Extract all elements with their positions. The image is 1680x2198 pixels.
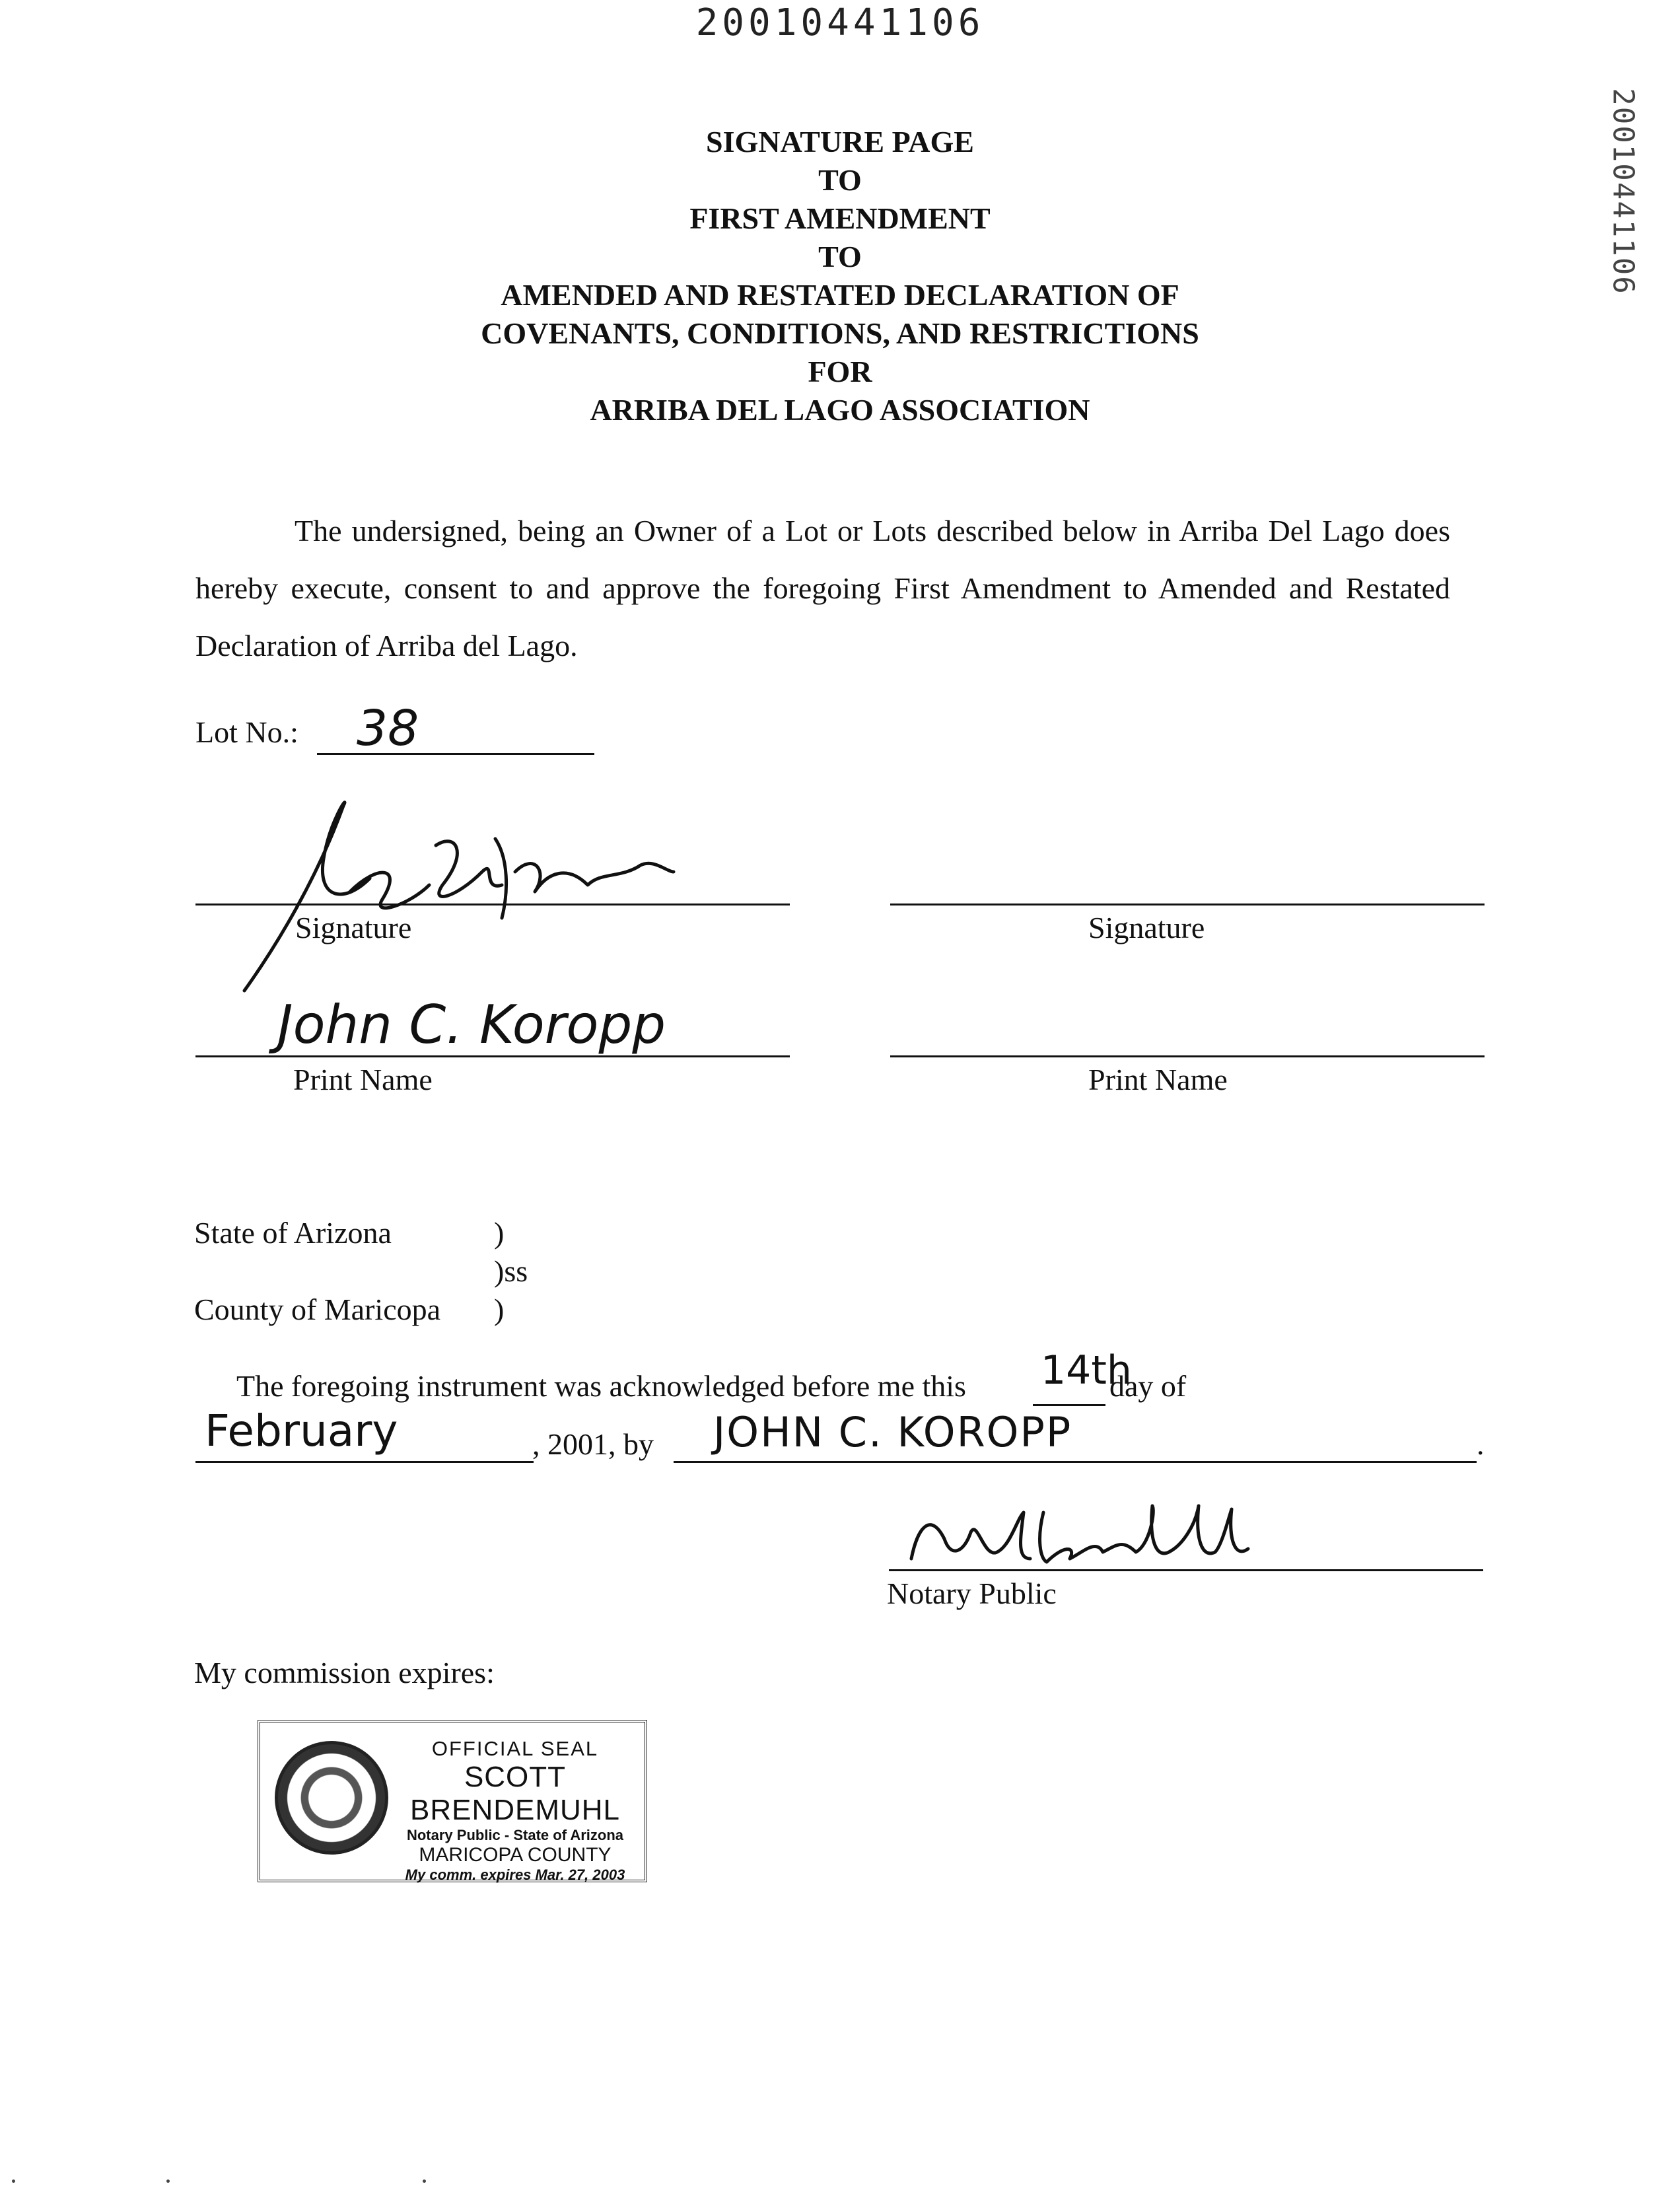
title-line: FIRST AMENDMENT [689, 201, 991, 235]
title-line: TO [818, 240, 862, 273]
acknowledgment-text: The foregoing instrument was acknowledged before me this [236, 1369, 966, 1403]
acknowledgment-end-mark: . [1477, 1427, 1485, 1461]
title-line: SIGNATURE PAGE [706, 125, 974, 159]
venue-county: County of Maricopa [194, 1293, 441, 1326]
notary-signature [905, 1499, 1261, 1578]
seal-line-official: OFFICIAL SEAL [431, 1737, 599, 1760]
acknowledgment-month: February [205, 1405, 398, 1456]
state-seal-emblem [275, 1741, 388, 1855]
venue-state: State of Arizona [194, 1216, 392, 1250]
right-signature-label: Signature [1088, 911, 1205, 944]
owner-signature [218, 793, 693, 1010]
venue-ss: )ss [494, 1254, 528, 1288]
seal-line-county: MARICOPA COUNTY [419, 1844, 612, 1866]
left-signature-label: Signature [295, 911, 412, 944]
seal-line-expires: My comm. expires Mar. 27, 2003 [405, 1866, 625, 1883]
title-line: ARRIBA DEL LAGO ASSOCIATION [590, 393, 1090, 427]
venue-state-paren: ) [494, 1216, 505, 1250]
left-print-name-value: John C. Koropp [277, 994, 666, 1055]
seal-line-name: SCOTT BRENDEMUHL [409, 1761, 621, 1826]
day-line [1033, 1404, 1105, 1406]
title-line: COVENANTS, CONDITIONS, AND RESTRICTIONS [481, 316, 1199, 350]
right-signature-line [890, 904, 1485, 905]
acknowledgment-year: , 2001, by [532, 1427, 654, 1461]
lot-value: 38 [357, 700, 419, 757]
document-number: 20010441106 [695, 1, 985, 44]
seal-line-notary: Notary Public - State of Arizona [406, 1827, 623, 1843]
lot-label: Lot No.: [195, 715, 298, 749]
month-line [195, 1461, 534, 1463]
document-title [0, 123, 1680, 429]
acknowledgment-day-of: day of [1109, 1369, 1187, 1403]
title-line: AMENDED AND RESTATED DECLARATION OF [501, 278, 1179, 312]
venue-county-paren: ) [494, 1293, 505, 1326]
acknowledged-name-line [674, 1461, 1477, 1463]
seal-text-block [386, 1737, 645, 1884]
commission-label: My commission expires: [194, 1656, 495, 1689]
side-stamp-text: 20010441106 [1606, 88, 1640, 295]
title-line: FOR [808, 355, 872, 388]
notary-public-label: Notary Public [887, 1577, 1057, 1610]
left-print-name-label: Print Name [293, 1063, 433, 1096]
left-print-name-line [195, 1055, 790, 1057]
right-print-name-label: Print Name [1088, 1063, 1228, 1096]
right-print-name-line [890, 1055, 1485, 1057]
consent-paragraph: The undersigned, being an Owner of a Lot or Lots described below in Arriba Del Lago does hereby execute, consent to and approve the foregoing First Amendment to Amended and Restated Declaration of Arriba del Lago. [195, 514, 1450, 662]
scan-artifacts [0, 2180, 1680, 2198]
acknowledgment-day: 14th [1041, 1347, 1132, 1394]
title-line: TO [818, 163, 862, 197]
acknowledged-name: JOHN C. KOROPP [713, 1408, 1072, 1456]
notary-seal-stamp [258, 1720, 647, 1882]
